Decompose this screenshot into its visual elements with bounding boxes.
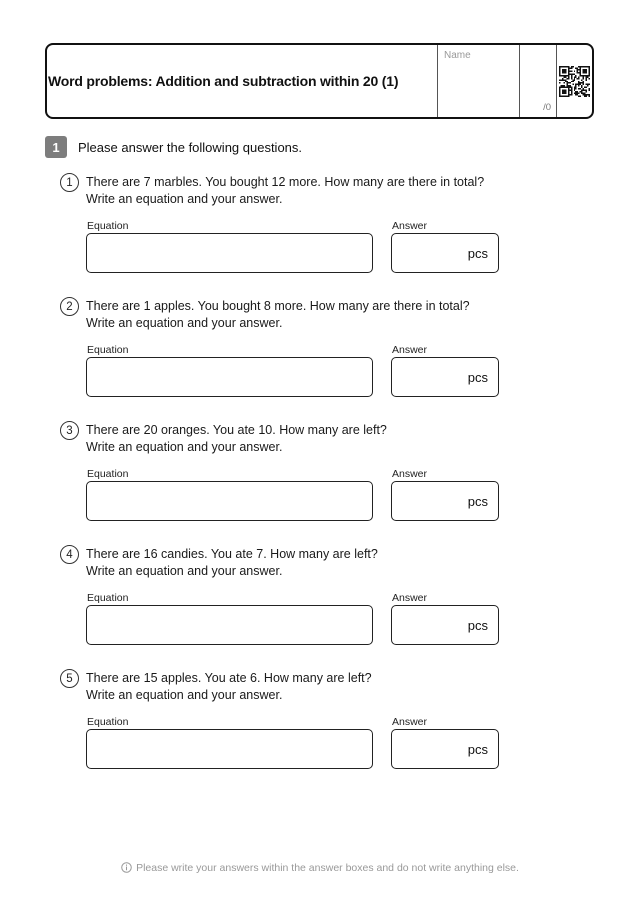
footer-note-text: Please write your answers within the answer boxes and do not write anything else. xyxy=(136,862,519,874)
equation-input-box[interactable] xyxy=(86,605,373,645)
info-icon xyxy=(121,862,132,873)
qr-cell xyxy=(556,45,592,117)
question-4 xyxy=(0,545,640,669)
section-header xyxy=(45,136,302,158)
answer-unit: pcs xyxy=(467,245,488,261)
score-cell xyxy=(519,45,556,117)
answer-input-box[interactable] xyxy=(391,481,499,521)
question-1 xyxy=(0,173,640,297)
worksheet-header xyxy=(45,43,594,119)
qr-code-icon xyxy=(559,66,590,97)
question-number: 2 xyxy=(60,297,79,316)
answer-label: Answer xyxy=(392,220,428,232)
equation-label: Equation xyxy=(87,592,129,604)
question-number: 3 xyxy=(60,421,79,440)
equation-label: Equation xyxy=(87,344,129,356)
question-text: There are 15 apples. You ate 6. How many are left? xyxy=(86,671,372,685)
question-3 xyxy=(0,421,640,545)
equation-input-box[interactable] xyxy=(86,729,373,769)
question-text: There are 16 candies. You ate 7. How many are left? xyxy=(86,547,378,561)
equation-label: Equation xyxy=(87,220,129,232)
question-number: 5 xyxy=(60,669,79,688)
answer-unit: pcs xyxy=(467,741,488,757)
question-subtext: Write an equation and your answer. xyxy=(86,564,283,578)
answer-unit: pcs xyxy=(467,617,488,633)
score-text: /0 xyxy=(543,102,551,113)
section-instruction: Please answer the following questions. xyxy=(78,139,303,155)
question-subtext: Write an equation and your answer. xyxy=(86,688,283,702)
answer-label: Answer xyxy=(392,468,428,480)
question-subtext: Write an equation and your answer. xyxy=(86,192,283,206)
equation-input-box[interactable] xyxy=(86,357,373,397)
answer-label: Answer xyxy=(392,716,428,728)
footer-note xyxy=(0,862,640,874)
question-text: There are 20 oranges. You ate 10. How many are left? xyxy=(86,423,387,437)
question-number: 1 xyxy=(60,173,79,192)
equation-label: Equation xyxy=(87,468,129,480)
answer-input-box[interactable] xyxy=(391,233,499,273)
name-field[interactable] xyxy=(437,45,519,117)
equation-label: Equation xyxy=(87,716,129,728)
section-number-badge: 1 xyxy=(45,136,67,158)
answer-label: Answer xyxy=(392,592,428,604)
question-text: There are 1 apples. You bought 8 more. How many are there in total? xyxy=(86,299,470,313)
page-title: Word problems: Addition and subtraction within 20 (1) xyxy=(48,72,399,89)
answer-input-box[interactable] xyxy=(391,605,499,645)
equation-input-box[interactable] xyxy=(86,233,373,273)
question-2 xyxy=(0,297,640,421)
question-subtext: Write an equation and your answer. xyxy=(86,440,283,454)
answer-input-box[interactable] xyxy=(391,357,499,397)
answer-label: Answer xyxy=(392,344,428,356)
equation-input-box[interactable] xyxy=(86,481,373,521)
question-number: 4 xyxy=(60,545,79,564)
title-cell xyxy=(47,45,437,117)
answer-input-box[interactable] xyxy=(391,729,499,769)
question-subtext: Write an equation and your answer. xyxy=(86,316,283,330)
answer-unit: pcs xyxy=(467,369,488,385)
question-text: There are 7 marbles. You bought 12 more. How many are there in total? xyxy=(86,175,485,189)
answer-unit: pcs xyxy=(467,493,488,509)
name-label: Name xyxy=(444,50,471,61)
question-5 xyxy=(0,669,640,793)
